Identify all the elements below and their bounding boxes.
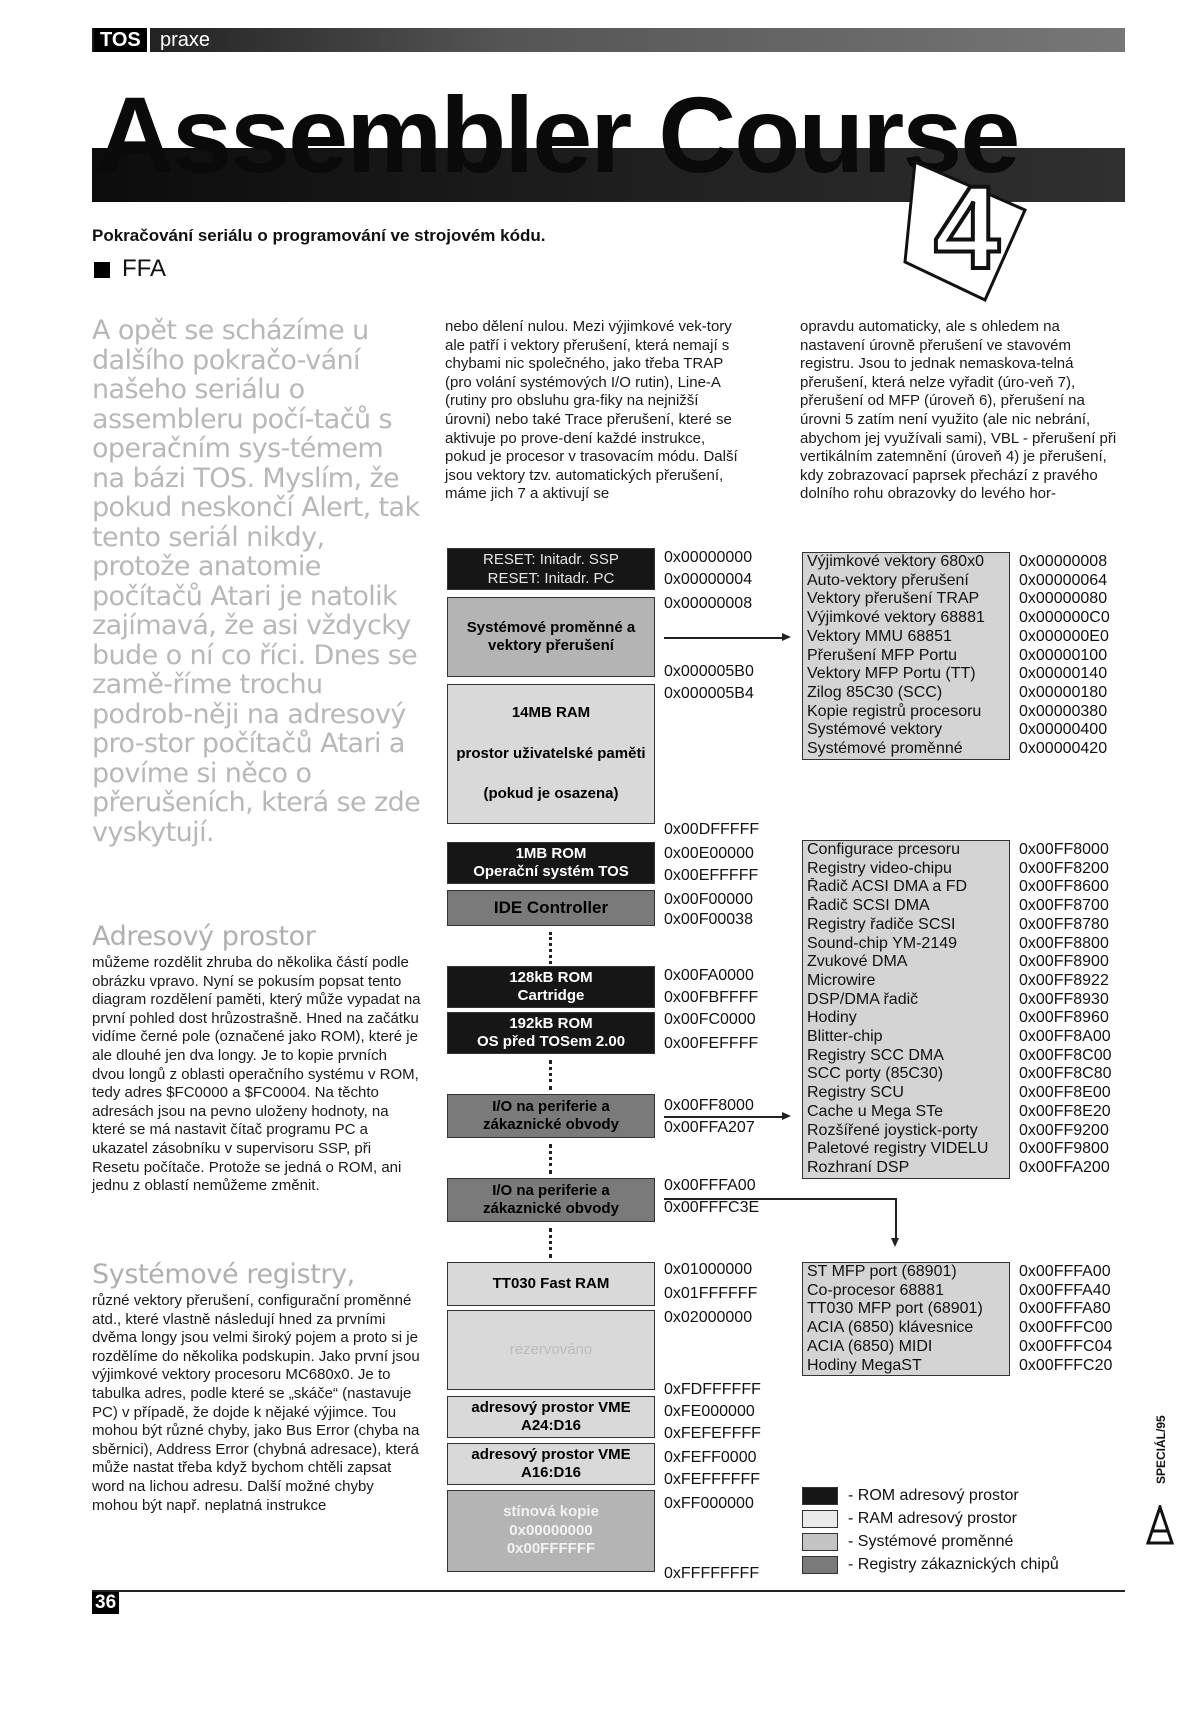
mfp-table-row-name: ST MFP port (68901) [807, 1263, 957, 1280]
memory-block-ide-controller: IDE Controller [447, 890, 655, 926]
io-table-row-address: 0x00FF9800 [1019, 1140, 1109, 1158]
memory-block-cartridge-line-2: Cartridge [517, 987, 585, 1004]
vector-table-row-address: 0x000000E0 [1019, 627, 1109, 645]
arrow-io2-line [664, 1198, 896, 1200]
memory-block-vme-a24-line-2: A24:D16 [520, 1417, 582, 1434]
io-table-row-address: 0x00FF8960 [1019, 1009, 1109, 1027]
io-table-row-address: 0x00FF8C80 [1019, 1065, 1112, 1083]
memory-block-vme-a24 [447, 1396, 655, 1438]
mfp-table-row-address: 0x00FFFA40 [1019, 1281, 1111, 1299]
io-table-row-name: DSP/DMA řadič [807, 990, 919, 1008]
memory-gap-dots [549, 1228, 552, 1258]
memory-address-label: 0x000005B4 [664, 685, 754, 702]
io-table-row-address: 0x00FF8700 [1019, 897, 1109, 915]
memory-block-cartridge-line-1: 128kB ROM [509, 968, 593, 986]
memory-block-rom-1mb-line-1: 1MB ROM [515, 844, 587, 862]
memory-block-io-2-line-2: zákaznické obvody [483, 1200, 619, 1217]
memory-block-vme-a24-line-1: adresový prostor VME [471, 1398, 631, 1416]
legend-swatch [802, 1510, 838, 1528]
vector-table-row-address: 0x00000180 [1019, 683, 1108, 701]
io-table-row-address: 0x00FF8900 [1019, 953, 1109, 971]
mfp-table-row-name: ACIA (6850) MIDI [807, 1337, 933, 1355]
memory-address-label: 0xFEFF0000 [664, 1449, 757, 1466]
io-table-row-address: 0x00FF8930 [1019, 990, 1109, 1008]
memory-address-label: 0x00FF8000 [664, 1097, 754, 1114]
memory-block-vme-a16 [447, 1443, 655, 1485]
footer-rule [92, 1590, 1125, 1592]
vector-table-row-address: 0x00000420 [1019, 740, 1108, 758]
memory-block-io-2-line-1: I/O na periferie a [492, 1181, 610, 1199]
vector-table-row-name: Auto-vektory přerušení [807, 571, 969, 589]
memory-block-vme-a16-line-1: adresový prostor VME [471, 1445, 631, 1463]
memory-block-reset-line-2: RESET: Initadr. PC [487, 570, 615, 587]
mfp-table-row-name: ACIA (6850) klávesnice [807, 1319, 974, 1337]
legend-item [802, 1532, 1013, 1552]
io-register-addresses [1019, 841, 1112, 1178]
memory-block-fast-ram: TT030 Fast RAM [447, 1262, 655, 1306]
memory-address-label: 0x00DFFFFF [664, 821, 760, 838]
article-author: FFA [122, 255, 167, 282]
memory-block-shadow-line-2: 0x00000000 [509, 1521, 593, 1539]
io-table-row-address: 0x00FF8E00 [1019, 1084, 1111, 1102]
vector-table-row-address: 0x000000C0 [1019, 609, 1110, 627]
io-table-row-name: Rozhraní DSP [807, 1158, 910, 1176]
io-table-row-address: 0x00FFA200 [1019, 1158, 1110, 1176]
legend-label: - ROM adresový prostor [848, 1487, 1019, 1504]
vector-table-row-address: 0x00000008 [1019, 553, 1108, 570]
vector-table-row-address: 0x00000064 [1019, 571, 1108, 589]
article-subtitle: Pokračování seriálu o programování ve strojovém kódu. [92, 226, 546, 245]
vector-table-row-name: Výjimkové vektory 68881 [807, 609, 985, 627]
vector-table-row-address: 0x00000140 [1019, 665, 1108, 683]
article-title: Assembler Course [96, 74, 1019, 195]
memory-address-label: 0x00F00038 [664, 911, 753, 928]
memory-address-label: 0xFF000000 [664, 1495, 754, 1512]
memory-block-rom-192kb-line-1: 192kB ROM [509, 1014, 593, 1032]
legend-item [802, 1509, 1017, 1529]
io-table-row-address: 0x00FF8922 [1019, 971, 1109, 989]
io-table-row-name: Hodiny [807, 1009, 857, 1027]
memory-block-rom-1mb [447, 842, 655, 884]
vector-table-row-name: Přerušení MFP Portu [807, 646, 957, 664]
memory-block-ram-line-2: prostor uživatelské paměti [456, 744, 646, 762]
memory-address-label: 0x01FFFFFF [664, 1285, 758, 1302]
memory-block-shadow-line-1: stínová kopie [503, 1503, 599, 1521]
section-label: TOS [94, 28, 150, 52]
vector-table-row-name: Kopie registrů procesoru [807, 702, 982, 720]
memory-gap-dots [549, 1144, 552, 1174]
memory-address-label: 0x00E00000 [664, 845, 754, 862]
section-heading-system-registers: Systémové registry, [92, 1259, 355, 1290]
vector-table-row-name: Zilog 85C30 (SCC) [807, 683, 943, 701]
io-table-row-name: Registry SCC DMA [807, 1046, 944, 1064]
io-table-row-name: Registry SCU [807, 1084, 904, 1102]
body-text-system-registers: různé vektory přerušení, configurační proměnné atd., které vlastně následují hned za prvními dvěma longy jsou velmi široký pojem a proto si je rozdělíme do několika podskupin. Jako první jsou výjimkové vektory procesoru MC680x0. Je to tabulka adres, podle které se „skáče“ (nastavuje PC) v případě, že dojde k nějaké výjimce. Tou mohou být různé chyby, jako Bus Error (chyba na sběrnici), Address Error (chybná adresace), která může nastat třeba když bychom chtěli zapsat word na lichou adresu. Další možné chyby mohou být např. neplatná instrukce [92, 1292, 420, 1514]
mfp-register-addresses [1019, 1263, 1112, 1375]
memory-block-vme-a16-line-2: A16:D16 [520, 1464, 582, 1481]
mfp-table-row-name: Co-procesor 68881 [807, 1281, 944, 1299]
vector-table-row-address: 0x00000100 [1019, 646, 1108, 664]
io-table-row-address: 0x00FF8800 [1019, 934, 1109, 952]
io-table-row-address: 0x00FF8E20 [1019, 1102, 1111, 1120]
io-table-row-address: 0x00FF8A00 [1019, 1028, 1111, 1046]
body-text-column-2: nebo dělení nulou. Mezi výjimkové vek-tory ale patří i vektory přerušení, která nemají s chybami nic společného, jako třeba TRAP (pro volání systémových I/O rutin), Line-A (rutiny pro obsluhu gra-fiky na nejnižší úrovni) nebo také Trace přerušení, které se aktivuje po prove-dení každé instrukce, pokud je procesor v trasovacím módu. Další jsou vektory tzv. automatických přerušení, máme jich 7 a aktivují se [445, 318, 738, 503]
memory-address-label: 0xFE000000 [664, 1403, 755, 1420]
io-register-table [802, 840, 1010, 1179]
memory-block-rom-192kb [447, 1012, 655, 1054]
io-table-row-address: 0x00FF8C00 [1019, 1046, 1112, 1064]
memory-block-system-variables: Systémové proměnné a vektory přerušení [447, 597, 655, 677]
arrow-sysvars-head [782, 633, 791, 641]
memory-gap-dots [549, 1060, 552, 1090]
mfp-table-row-address: 0x00FFFA00 [1019, 1263, 1111, 1280]
vector-table-row-address: 0x00000380 [1019, 702, 1108, 720]
memory-block-reset-line-1: RESET: Initadr. SSP [483, 551, 619, 568]
io-table-row-name: Configurace prcesoru [807, 841, 960, 858]
vector-table-row-name: Vektory MFP Portu (TT) [807, 665, 976, 683]
memory-address-label: 0xFEFFFFFF [664, 1471, 760, 1488]
legend-label: - Systémové proměnné [848, 1533, 1014, 1550]
body-text-address-space: můžeme rozdělit zhruba do několika částí podle obrázku vpravo. Nyní se pokusím popsat tento diagram rozdělení paměti, který může vypadat na první pohled dost hrůzostrašně. Hned na začátku vidíme černé pole (označené jako ROM), které je ale dlouhé jen dva longy. Je to kopie prvních dvou longů z oblasti operačního systému v ROM, tedy adres $FC0000 a $FC0004. Na těchto adresách jsou na pevno uloženy hodnoty, na které se má nastavit čítač programu PC a ukazatel zásobníku v supervisoru SSP, při Resetu počítače. Protože se jedná o ROM, ani jednu z oblastí nemůžeme změnit. [92, 954, 421, 1195]
io-table-row-address: 0x00FF8600 [1019, 878, 1109, 896]
io-table-row-name: Microwire [807, 971, 876, 989]
io-table-row-name: Cache u Mega STe [807, 1102, 944, 1120]
vector-table-row-name: Systémové proměnné [807, 740, 963, 758]
mfp-table-row-name: TT030 MFP port (68901) [807, 1300, 983, 1318]
mfp-table-row-address: 0x00FFFA80 [1019, 1300, 1111, 1318]
subsection-label: praxe [160, 29, 211, 51]
mfp-table-row-name: Hodiny MegaST [807, 1356, 922, 1374]
memory-block-ram-line-3: (pokud je osazena) [483, 785, 619, 803]
arrow-io1-line [664, 1116, 784, 1118]
mfp-table-row-address: 0x00FFFC04 [1019, 1337, 1113, 1355]
legend-item [802, 1486, 1019, 1506]
vector-table-row-name: Vektory MMU 68851 [807, 627, 952, 645]
io-table-row-name: Blitter-chip [807, 1028, 883, 1046]
io-table-row-name: Sound-chip YM-2149 [807, 934, 958, 952]
memory-block-rom-1mb-line-2: Operační systém TOS [473, 863, 629, 880]
arrow-io2-head [891, 1238, 899, 1247]
io-table-row-name: Registry řadiče SCSI [807, 915, 956, 933]
memory-block-reserved: rezervováno [447, 1310, 655, 1390]
memory-address-label: 0x00F00000 [664, 891, 753, 908]
memory-address-label: 0x00000004 [664, 571, 753, 588]
memory-address-label: 0x02000000 [664, 1309, 753, 1326]
io-table-row-name: Řadič ACSI DMA a FD [807, 878, 968, 896]
memory-address-label: 0x00000008 [664, 595, 753, 612]
vector-table [802, 552, 1010, 760]
memory-address-label: 0x00FBFFFF [664, 989, 759, 1006]
memory-block-ram [447, 684, 655, 824]
section-heading-address-space: Adresový prostor [92, 921, 316, 952]
author-bullet [94, 262, 110, 278]
memory-address-label: 0x00EFFFFF [664, 867, 759, 884]
io-table-row-address: 0x00FF8000 [1019, 841, 1109, 858]
legend-swatch [802, 1533, 838, 1551]
magazine-issue: SPECIÁL/95 [1154, 1415, 1168, 1485]
legend-swatch [802, 1487, 838, 1505]
memory-address-label: 0x00FFFA00 [664, 1177, 756, 1194]
body-text-column-3: opravdu automaticky, ale s ohledem na nastavení úrovně přerušení ve stavovém registru. Jsou to jednak nemaskova-telná přerušení, která nelze vyřadit (úro-veň 7), přerušení od MFP (úroveň 6), přerušení na úrovni 5 zatím není využito (ale nic nebrání, abychom jej využívali sami), VBL - přerušení při vertikálním zatemnění (úroveň 4) je přerušení, kdy zobrazovací paprsek přechází z pravého dolního rohu obrazovky do levého hor- [800, 318, 1117, 503]
arrow-io1-head [782, 1112, 791, 1120]
page-number: 36 [92, 1592, 119, 1614]
memory-block-shadow-line-3: 0x00FFFFFF [506, 1540, 596, 1558]
arrow-io2-vertical [895, 1198, 897, 1240]
memory-address-label: 0x000005B0 [664, 663, 754, 680]
mfp-table-row-address: 0x00FFFC20 [1019, 1356, 1113, 1374]
vector-table-row-address: 0x00000080 [1019, 590, 1108, 608]
alert-logo-icon [1146, 1505, 1174, 1545]
vector-table-row-name: Vektory přerušení TRAP [807, 590, 980, 608]
memory-address-label: 0x00000000 [664, 549, 753, 566]
arrow-sysvars-line [664, 637, 784, 639]
memory-address-label: 0x00FEFFFF [664, 1035, 759, 1052]
vector-table-row-name: Systémové vektory [807, 721, 943, 739]
part-number-badge [895, 150, 1035, 310]
io-table-row-name: Paletové registry VIDELU [807, 1140, 989, 1158]
io-table-row-name: Rozšířené joystick-porty [807, 1121, 978, 1139]
legend-label: - Registry zákaznických chipů [848, 1556, 1059, 1573]
legend-swatch [802, 1556, 838, 1574]
memory-address-label: 0x00FC0000 [664, 1011, 756, 1028]
mfp-table-row-address: 0x00FFFC00 [1019, 1319, 1113, 1337]
memory-block-rom-192kb-line-2: OS před TOSem 2.00 [476, 1033, 626, 1050]
memory-block-cartridge [447, 966, 655, 1008]
memory-gap-dots [549, 932, 552, 964]
legend-item [802, 1555, 1059, 1575]
memory-block-io-1-line-2: zákaznické obvody [483, 1116, 619, 1133]
memory-address-label: 0x00FA0000 [664, 967, 754, 984]
io-table-row-name: Registry video-chipu [807, 859, 952, 877]
article-lead: A opět se scházíme u dalšího pokračo-vání našeho seriálu o assembleru počí-tačů s operačním sys-témem na bázi TOS. Myslím, že pokud neskončí Alert, tak tento seriál nikdy, protože anatomie počítačů Atari je natolik zajímavá, že asi vždycky bude o ní co říci. Dnes se zamě-říme trochu podrob-něji na adresový pro-stor počítačů Atari a povíme si něco o přerušeních, která se zde vyskytují. [92, 315, 421, 848]
vector-table-addresses [1019, 553, 1110, 759]
memory-block-shadow-copy [447, 1490, 655, 1572]
memory-address-label: 0xFEFEFFFF [664, 1425, 761, 1442]
header-bar [92, 28, 1125, 52]
vector-table-row-address: 0x00000400 [1019, 721, 1108, 739]
memory-block-io-1 [447, 1094, 655, 1138]
part-number: 4 [934, 162, 1000, 294]
memory-address-label: 0xFFFFFFFF [664, 1565, 760, 1582]
memory-address-label: 0x01000000 [664, 1261, 753, 1278]
memory-block-io-2 [447, 1178, 655, 1222]
io-table-row-address: 0x00FF9200 [1019, 1121, 1109, 1139]
memory-block-reset [447, 548, 655, 590]
io-table-row-name: Řadič SCSI DMA [807, 897, 930, 915]
memory-address-label: 0x00FFA207 [664, 1119, 755, 1136]
io-table-row-name: Zvukové DMA [807, 953, 908, 971]
memory-block-io-1-line-1: I/O na periferie a [492, 1097, 610, 1115]
mfp-register-table [802, 1262, 1010, 1376]
vector-table-row-name: Výjimkové vektory 680x0 [807, 553, 984, 570]
legend-label: - RAM adresový prostor [848, 1510, 1017, 1527]
io-table-row-address: 0x00FF8200 [1019, 859, 1109, 877]
memory-block-ram-line-1: 14MB RAM [511, 704, 591, 722]
memory-address-label: 0xFDFFFFFF [664, 1381, 761, 1398]
io-table-row-name: SCC porty (85C30) [807, 1065, 944, 1083]
memory-address-label: 0x00FFFC3E [664, 1199, 760, 1216]
io-table-row-address: 0x00FF8780 [1019, 915, 1109, 933]
